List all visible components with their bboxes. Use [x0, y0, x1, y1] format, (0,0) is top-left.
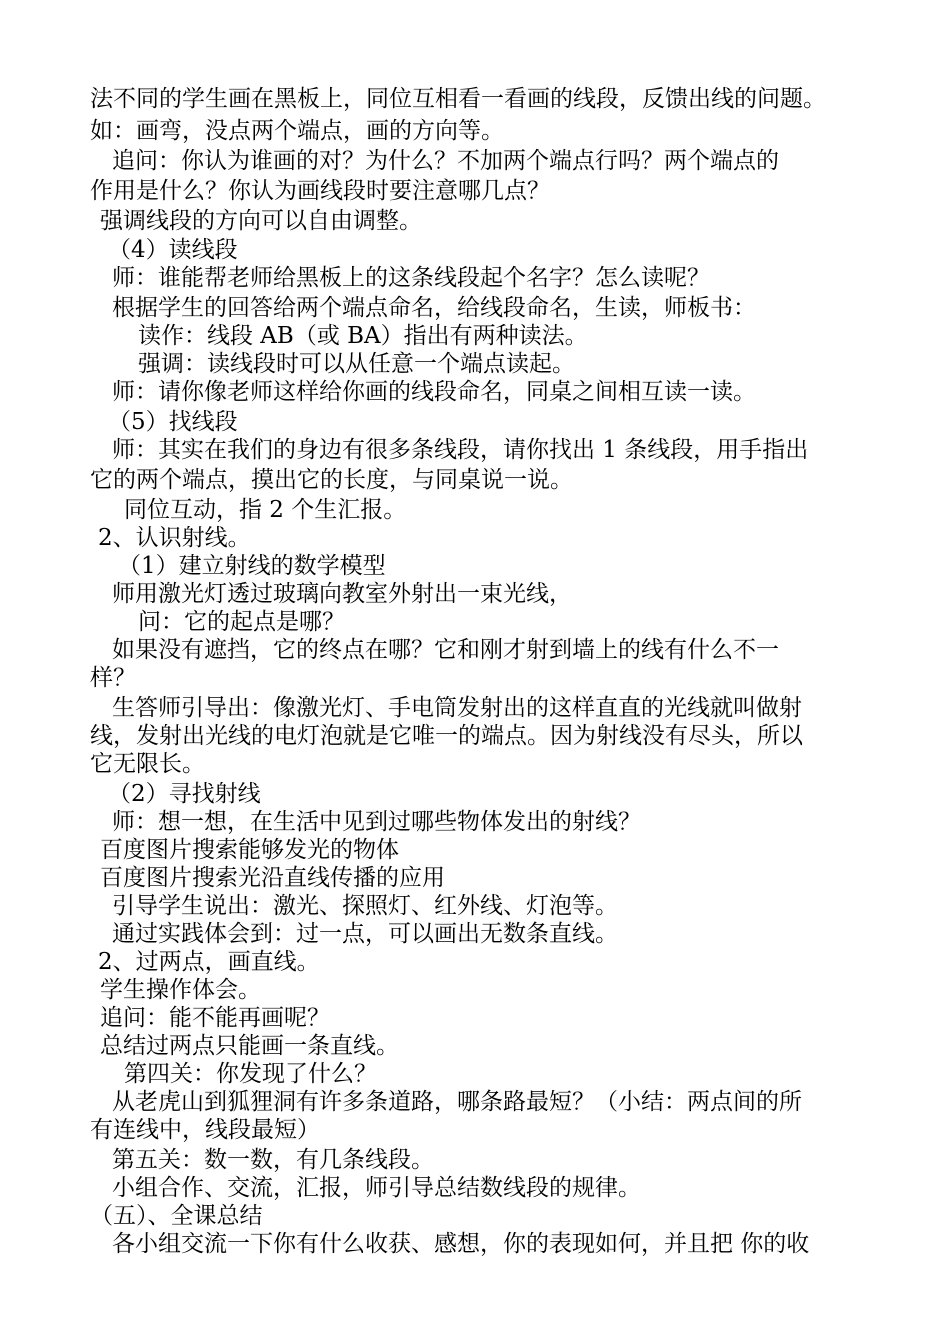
text-line: 它的两个端点，摸出它的长度，与同桌说一说。 [90, 467, 573, 493]
section-heading: 2、认识射线。 [98, 525, 251, 551]
text-line: 师：谁能帮老师给黑板上的这条线段起个名字？怎么读呢？ [112, 265, 710, 291]
text-line: 小组合作、交流，汇报，师引导总结数线段的规律。 [112, 1175, 641, 1201]
text-line: 总结过两点只能画一条直线。 [100, 1033, 399, 1059]
text-line: 百度图片搜索光沿直线传播的应用 [100, 865, 445, 891]
text-line: 它无限长。 [90, 751, 205, 777]
text-line: 追问：能不能再画呢？ [100, 1005, 330, 1031]
text-line: 通过实践体会到：过一点，可以画出无数条直线。 [112, 921, 618, 947]
text-line: 作用是什么？你认为画线段时要注意哪几点？ [90, 178, 550, 204]
text-line: 学生操作体会。 [100, 977, 261, 1003]
section-heading: （5）找线段 [108, 409, 238, 435]
section-heading: （五）、全课总结 [90, 1203, 263, 1229]
text-line: 引导学生说出：激光、探照灯、红外线、灯泡等。 [112, 893, 618, 919]
section-heading: （2）寻找射线 [108, 781, 261, 807]
text-line: 各小组交流一下你有什么收获、感想，你的表现如何，并且把 你的收 [112, 1231, 810, 1257]
text-line: 追问：你认为谁画的对？为什么？不加两个端点行吗？两个端点的 [112, 148, 779, 174]
text-line: 同位互动，指 2 个生汇报。 [124, 497, 407, 523]
section-heading: （4）读线段 [108, 237, 238, 263]
text-line: 有连线中，线段最短） [90, 1117, 320, 1143]
text-line: 法不同的学生画在黑板上，同位互相看一看画的线段，反馈出线的问题。 [90, 86, 826, 112]
text-line: 师：其实在我们的身边有很多条线段，请你找出 1 条线段，用手指出 [112, 437, 809, 463]
text-line: 根据学生的回答给两个端点命名，给线段命名，生读，师板书： [112, 295, 756, 321]
text-line: 第四关：你发现了什么？ [124, 1061, 377, 1087]
text-line: 如果没有遮挡，它的终点在哪？它和刚才射到墙上的线有什么不一 [112, 637, 779, 663]
text-line: 强调线段的方向可以自由调整。 [100, 208, 422, 234]
text-line: 师：想一想，在生活中见到过哪些物体发出的射线？ [112, 809, 641, 835]
text-line: 线，发射出光线的电灯泡就是它唯一的端点。因为射线没有尽头，所以 [90, 723, 803, 749]
text-line: 生答师引导出：像激光灯、手电筒发射出的这样直直的光线就叫做射 [112, 695, 802, 721]
section-heading: 2、过两点，画直线。 [98, 949, 320, 975]
text-line: 如：画弯，没点两个端点，画的方向等。 [90, 118, 504, 144]
text-line: 样？ [90, 665, 136, 691]
text-line: 读作：线段 AB（或 BA）指出有两种读法。 [138, 323, 588, 349]
text-line: 百度图片搜索能够发光的物体 [100, 837, 399, 863]
text-line: 从老虎山到狐狸洞有许多条道路，哪条路最短？（小结：两点间的所 [112, 1089, 802, 1115]
text-line: 第五关：数一数，有几条线段。 [112, 1147, 434, 1173]
text-line: 问：它的起点是哪？ [138, 609, 345, 635]
text-line: 师用激光灯透过玻璃向教室外射出一束光线， [112, 581, 572, 607]
text-line: 师：请你像老师这样给你画的线段命名，同桌之间相互读一读。 [112, 379, 756, 405]
text-line: 强调：读线段时可以从任意一个端点读起。 [138, 351, 575, 377]
section-heading: （1）建立射线的数学模型 [118, 553, 386, 579]
